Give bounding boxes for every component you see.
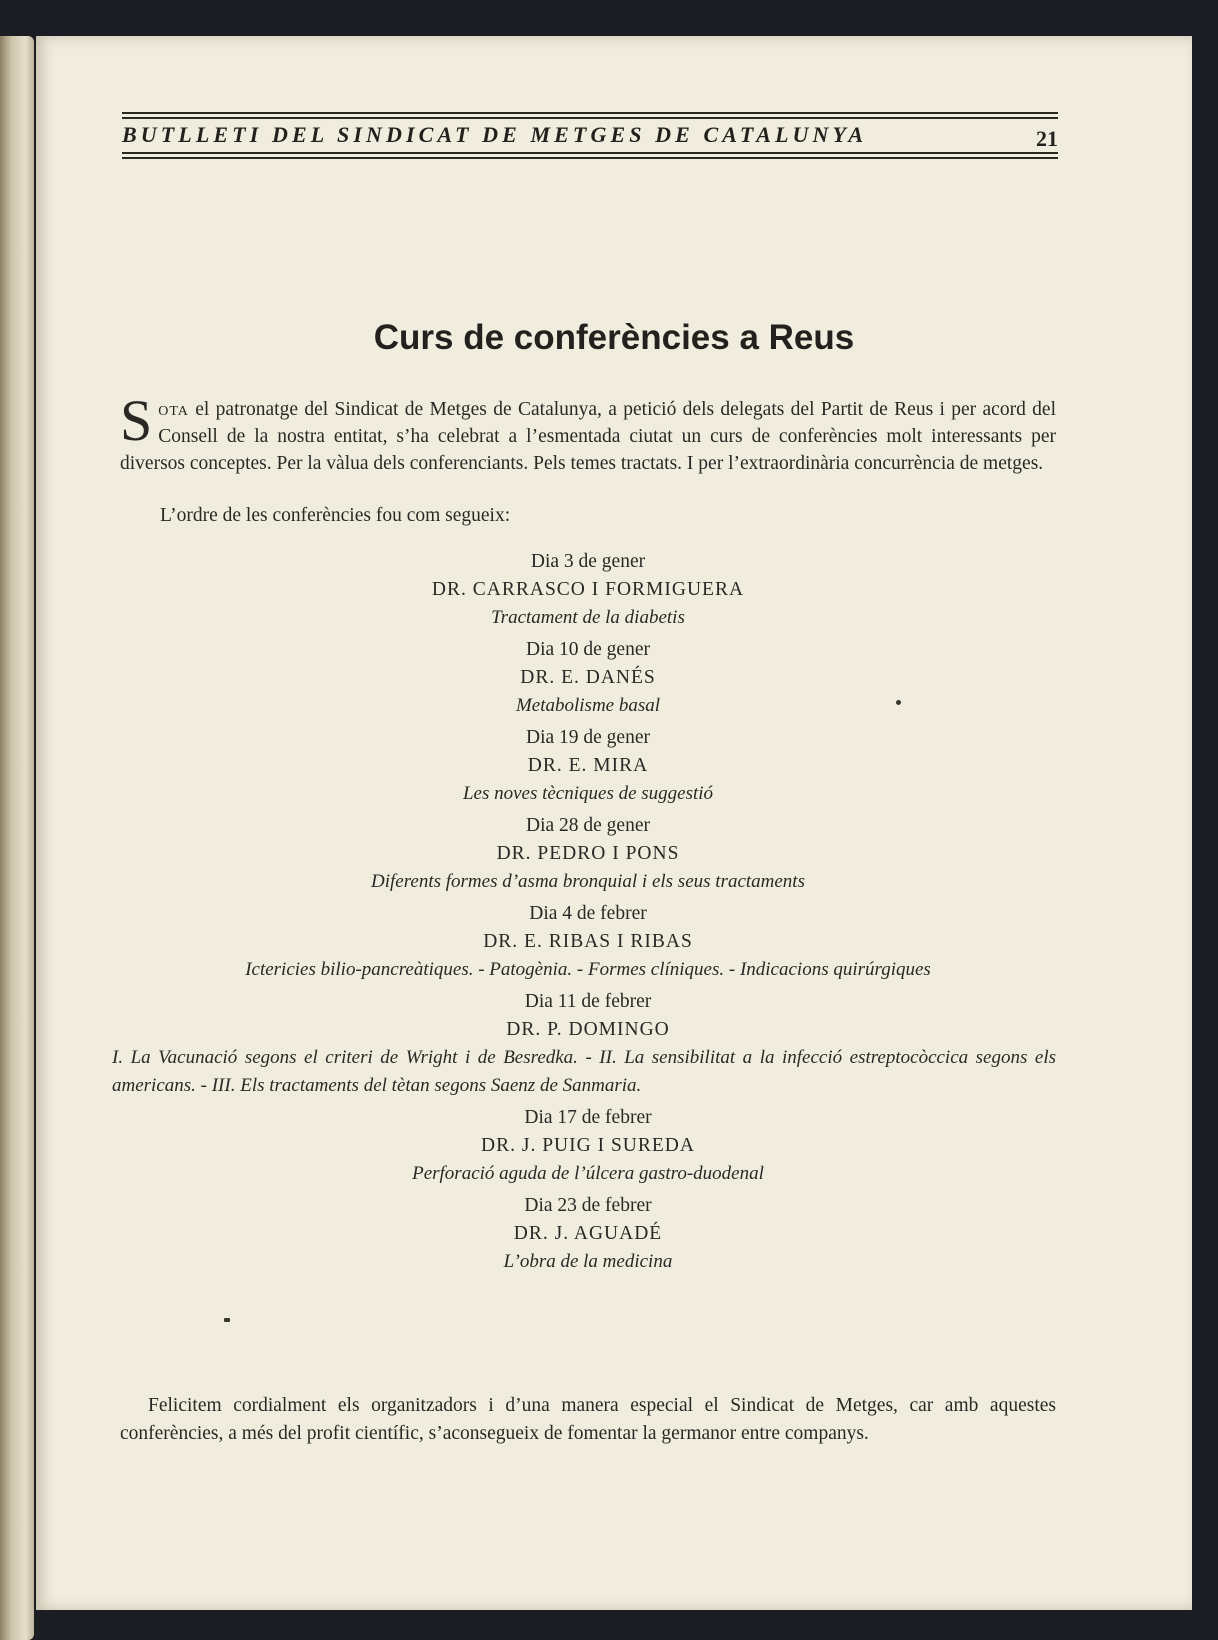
lecture-date: Dia 28 de gener bbox=[526, 815, 650, 836]
article-title: Curs de conferències a Reus bbox=[373, 318, 855, 357]
lecture-date: Dia 17 de febrer bbox=[524, 1107, 652, 1128]
lecture-item bbox=[120, 1192, 1056, 1276]
lecture-topic: Metabolisme basal bbox=[515, 695, 661, 716]
lecture-item bbox=[120, 812, 1056, 896]
lecture-topic: Ictericies bilio-pancreàtiques. - Patogènia. - Formes clíniques. - Indicacions quirúrgiques bbox=[245, 959, 931, 980]
lecture-topic: Diferents formes d’asma bronquial i els seus tractaments bbox=[371, 871, 805, 892]
order-intro-text: L’ordre de les conferències fou com segueix: bbox=[160, 505, 511, 526]
lecture-item bbox=[120, 548, 1056, 632]
running-header bbox=[122, 112, 1058, 166]
closing-paragraph: Felicitem cordialment els organitzadors i d’una manera especial el Sindicat de Metges, car amb aquestes conferències, a més del profit científic, s’aconsegueix de fomentar la germanor entre companys. bbox=[120, 1395, 1056, 1444]
lecture-date: Dia 23 de febrer bbox=[524, 1195, 652, 1216]
lecture-date: Dia 3 de gener bbox=[530, 551, 646, 572]
lecture-speaker: DR. J. AGUADÉ bbox=[513, 1223, 663, 1244]
lecture-speaker: DR. E. MIRA bbox=[527, 755, 649, 776]
header-rule bbox=[122, 152, 1058, 154]
order-intro bbox=[36, 505, 1056, 527]
intro-smallcaps: ota bbox=[158, 399, 189, 420]
page-number: 21 bbox=[1036, 126, 1058, 151]
lecture-list bbox=[112, 548, 1056, 1280]
lecture-topic: Les noves tècniques de suggestió bbox=[462, 783, 714, 804]
lecture-topic: I. La Vacunació segons el criteri de Wright i de Besredka. - II. La sensibilitat a la infecció estreptocòccica segons els americans. - III. Els tractaments del tètan segons Saenz de Sanmaria. bbox=[112, 1047, 1056, 1096]
lecture-topic: L’obra de la medicina bbox=[503, 1251, 673, 1272]
header-rule bbox=[122, 157, 1058, 159]
lecture-date: Dia 11 de febrer bbox=[524, 991, 652, 1012]
lecture-speaker: DR. E. RIBAS I RIBAS bbox=[483, 931, 693, 952]
lecture-item bbox=[120, 636, 1056, 720]
lecture-topic: Perforació aguda de l’úlcera gastro-duodenal bbox=[412, 1163, 764, 1184]
lecture-item bbox=[120, 724, 1056, 808]
intro-text: el patronatge del Sindicat de Metges de Catalunya, a petició dels delegats del Partit de Reus i per acord del Consell de la nostra entitat, s’ha celebrat a l’esmentada ciutat un curs de conferències molt interessants per diversos conceptes. Per la vàlua dels conferenciants. Pels temes tractats. I per l’extraordinària concurrència de metges. bbox=[120, 399, 1056, 474]
lecture-item bbox=[120, 1104, 1056, 1188]
lecture-speaker: DR. P. DOMINGO bbox=[506, 1019, 670, 1040]
lecture-date: Dia 10 de gener bbox=[526, 639, 650, 660]
lecture-speaker: DR. J. PUIG I SUREDA bbox=[481, 1135, 695, 1156]
lecture-date: Dia 4 de febrer bbox=[529, 903, 647, 924]
lecture-speaker: DR. PEDRO I PONS bbox=[496, 843, 680, 864]
journal-title: BUTLLETI DEL SINDICAT DE METGES DE CATALUNYA bbox=[122, 122, 868, 147]
header-rule bbox=[122, 117, 1058, 119]
journal-page bbox=[36, 36, 1192, 1610]
lecture-date: Dia 19 de gener bbox=[526, 727, 650, 748]
lecture-item bbox=[112, 988, 1056, 1100]
lecture-speaker: DR. CARRASCO I FORMIGUERA bbox=[431, 579, 745, 600]
intro-paragraph bbox=[120, 388, 1056, 477]
lecture-item bbox=[120, 900, 1056, 984]
lecture-topic: Tractament de la diabetis bbox=[491, 607, 685, 628]
print-speck bbox=[896, 700, 901, 705]
print-speck bbox=[224, 1318, 230, 1322]
drop-cap: S bbox=[120, 388, 153, 453]
book-spine-edge bbox=[0, 36, 34, 1640]
header-rule bbox=[122, 112, 1058, 114]
lecture-speaker: DR. E. DANÉS bbox=[520, 667, 656, 688]
